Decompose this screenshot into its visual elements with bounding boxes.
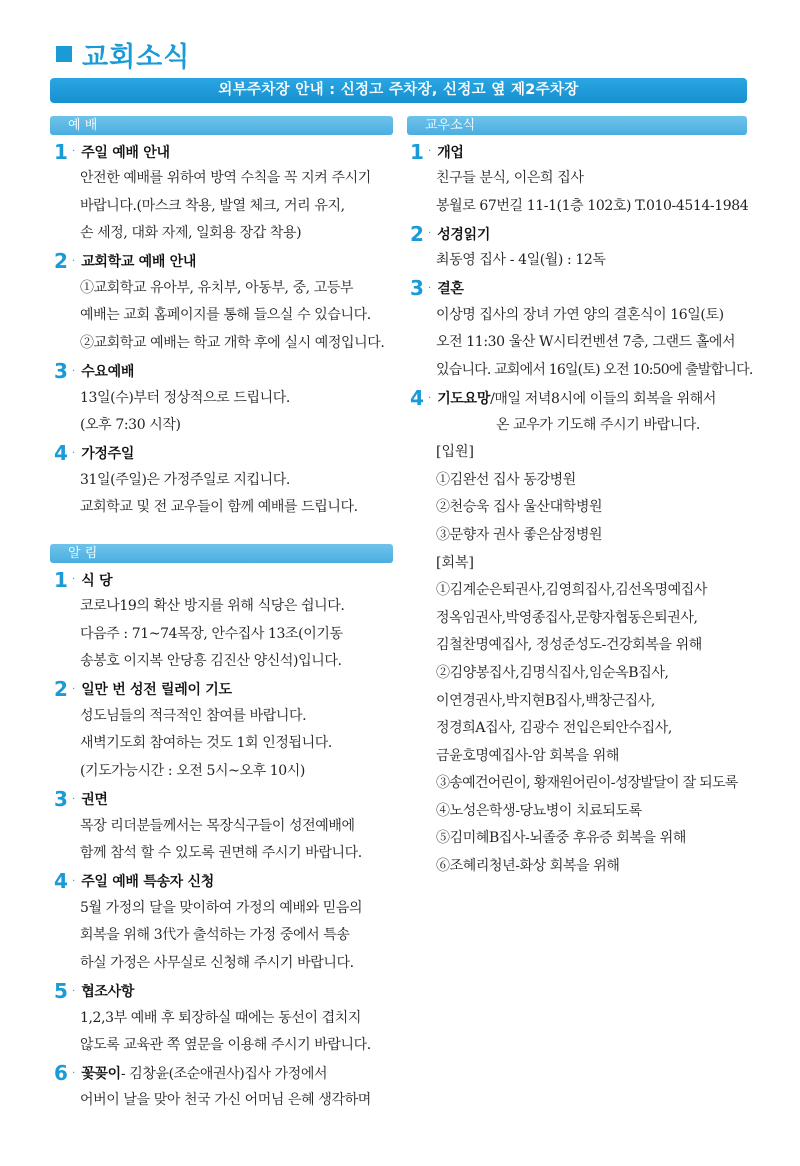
item-number: 2 [54, 677, 68, 702]
item-number: 5 [54, 979, 68, 1004]
notice-list [54, 566, 399, 1114]
group-text: ⑤김미혜B집사-뇌졸중 후유증 회복을 위해 [436, 830, 686, 847]
item-text: 예배는 교회 홈페이지를 통해 들으실 수 있습니다. [80, 307, 371, 324]
notice-item-5 [54, 978, 399, 1060]
item-text: 코로나19의 확산 방지를 위해 식당은 쉽니다. [80, 598, 345, 614]
group-text: ③송예건어린이, 황재원어린이-성장발달이 잘 되도록 [436, 775, 738, 792]
group-label-recovery: [회복] [436, 554, 474, 571]
item-title: 교회학교 예배 안내 [81, 254, 197, 271]
item-title-rest: /매일 저녁8시에 이들의 회복을 위해서 [490, 391, 716, 408]
group-text: ③문향자 권사 좋은삼정병원 [436, 526, 603, 543]
bullet-dot-icon: · [428, 392, 432, 404]
item-number: 2 [54, 249, 68, 274]
item-text: 손 세정, 대화 자제, 일회용 장갑 착용) [80, 225, 302, 242]
notice-item-3 [54, 786, 399, 868]
group-text: 금윤호명예집사-암 회복을 위해 [436, 747, 620, 764]
group-text: ⑥조혜리청년-화상 회복을 위해 [436, 858, 620, 875]
item-text: 목장 리더분들께서는 목장식구들이 성전예배에 [80, 817, 355, 834]
item-number: 6 [54, 1061, 68, 1086]
item-text: 않도록 교육관 쪽 옆문을 이용해 주시기 바랍니다. [80, 1037, 371, 1054]
item-text: 성도님들의 적극적인 참여를 바랍니다. [80, 707, 307, 724]
title-square-icon [56, 46, 72, 62]
item-title: 권면 [81, 792, 108, 809]
item-text: 안전한 예배를 위하여 방역 수칙을 꼭 지켜 주시기 [80, 170, 371, 186]
group-text: 정경희A집사, 김광수 전입은퇴안수집사, [436, 720, 672, 737]
bullet-dot-icon: · [72, 683, 76, 695]
bullet-dot-icon: · [72, 447, 76, 459]
item-text: 어버이 날을 맞아 천국 가신 어머님 은혜 생각하며 [80, 1091, 371, 1108]
item-text: 하실 가정은 사무실로 신청해 주시기 바랍니다. [80, 954, 354, 971]
group-text: ①김완선 집사 동강병원 [436, 471, 576, 488]
item-text: 바랍니다.(마스크 착용, 발열 체크, 거리 유지, [80, 197, 345, 214]
item-text: 1,2,3부 예배 후 퇴장하실 때에는 동선이 겹치지 [80, 1009, 362, 1026]
item-title: 기도요망 [437, 391, 491, 408]
item-text: 오전 11:30 울산 W시티컨벤션 7층, 그랜드 홀에서 [436, 334, 736, 351]
item-text: 봉월로 67번길 11-1(1층 102호) T.010-4514-1984 [436, 197, 749, 214]
worship-item-1 [54, 138, 399, 248]
members-item-2 [410, 220, 755, 275]
bullet-dot-icon: · [428, 282, 432, 294]
item-title: 꽃꽂이 [81, 1066, 121, 1083]
item-number: 3 [54, 787, 68, 812]
notice-item-4 [54, 868, 399, 978]
item-text: 회복을 위해 3代가 출석하는 가정 중에서 특송 [80, 927, 350, 944]
section-header-notice: 알 림 [50, 544, 393, 563]
item-text: 송봉호 이지복 안당흥 김진산 양신석)입니다. [80, 653, 342, 670]
group-text: ①김계순은퇴권사,김영희집사,김선옥명예집사 [436, 582, 708, 599]
item-text: 교회학교 및 전 교우들이 함께 예배를 드립니다. [80, 499, 358, 516]
notice-item-6 [54, 1060, 399, 1115]
item-number: 1 [410, 139, 424, 164]
page-title [56, 34, 190, 74]
item-text: 이상명 집사의 장녀 가연 양의 결혼식이 16일(토) [436, 306, 724, 323]
worship-item-3 [54, 358, 399, 440]
group-text: ②김양봉집사,김명식집사,임순옥B집사, [436, 664, 669, 681]
item-number: 2 [410, 221, 424, 246]
group-text: 김철찬명예집사, 정성준성도-건강회복을 위해 [436, 637, 702, 654]
item-number: 1 [54, 139, 68, 164]
item-title: 협조사항 [81, 984, 135, 1001]
item-number: 3 [410, 276, 424, 301]
notice-item-1 [54, 566, 399, 676]
item-number: 4 [410, 386, 424, 411]
item-title: 수요예배 [81, 364, 135, 381]
bullet-dot-icon: · [72, 365, 76, 377]
item-text: ②교회학교 예배는 학교 개학 후에 실시 예정입니다. [80, 334, 385, 351]
item-title: 가정주일 [81, 446, 135, 463]
item-text: 온 교우가 기도해 주시기 바랍니다. [496, 416, 700, 433]
item-text: 5월 가정의 달을 맞이하여 가정의 예배와 믿음의 [80, 899, 363, 916]
page-title-text: 교회소식 [82, 41, 191, 73]
bullet-dot-icon: · [72, 1067, 76, 1079]
item-title-rest: - 김창윤(조순애권사)집사 가정에서 [120, 1066, 328, 1083]
parking-banner: 외부주차장 안내 : 신정고 주차장, 신정고 옆 제2주차장 [50, 78, 747, 103]
bullet-dot-icon: · [72, 985, 76, 997]
item-number: 4 [54, 869, 68, 894]
item-text: 있습니다. 교회에서 16일(토) 오전 10:50에 출발합니다. [436, 361, 753, 378]
bullet-dot-icon: · [72, 875, 76, 887]
item-title: 주일 예배 특송자 신청 [81, 874, 214, 891]
bullet-dot-icon: · [72, 255, 76, 267]
item-text: 새벽기도회 참여하는 것도 1회 인정됩니다. [80, 735, 332, 752]
group-text: ②천승욱 집사 울산대학병원 [436, 499, 603, 516]
item-text: 친구들 분식, 이은희 집사 [436, 170, 584, 186]
group-text: 정옥임권사,박영종집사,문향자협동은퇴권사, [436, 609, 698, 626]
bullet-dot-icon: · [72, 146, 76, 157]
bullet-dot-icon: · [428, 228, 432, 240]
item-number: 1 [54, 567, 68, 592]
group-label-hospitalized: [입원] [436, 444, 474, 461]
group-text: 이연경권사,박지현B집사,백창근집사, [436, 692, 655, 709]
item-text: 함께 참석 할 수 있도록 권면해 주시기 바랍니다. [80, 845, 362, 862]
members-list [410, 138, 755, 881]
item-title: 성경읽기 [437, 226, 491, 243]
item-text: (오후 7:30 시작) [80, 417, 181, 434]
item-text: 최동영 집사 - 4일(월) : 12독 [436, 252, 606, 269]
item-number: 3 [54, 359, 68, 384]
item-title: 주일 예배 안내 [81, 144, 170, 161]
item-title: 결혼 [437, 281, 464, 298]
section-header-worship: 예 배 [50, 116, 393, 135]
section-header-members: 교우소식 [407, 116, 747, 135]
item-text: 31일(주일)은 가정주일로 지킵니다. [80, 471, 290, 488]
worship-list [54, 138, 399, 522]
worship-item-4 [54, 440, 399, 522]
bullet-dot-icon: · [428, 146, 432, 157]
bullet-dot-icon: · [72, 574, 76, 585]
item-title: 개업 [437, 144, 464, 161]
members-item-1 [410, 138, 755, 220]
item-text: ①교회학교 유아부, 유치부, 아동부, 중, 고등부 [80, 279, 354, 296]
notice-item-2 [54, 676, 399, 786]
item-title: 일만 번 성전 릴레이 기도 [81, 682, 232, 699]
item-text: 다음주 : 71~74목장, 안수집사 13조(이기동 [80, 625, 343, 642]
item-title: 식 당 [81, 572, 113, 589]
worship-item-2 [54, 248, 399, 358]
item-text: (기도가능시간 : 오전 5시~오후 10시) [80, 762, 305, 779]
members-item-4 [410, 385, 755, 881]
bullet-dot-icon: · [72, 793, 76, 805]
item-number: 4 [54, 441, 68, 466]
item-text: 13일(수)부터 정상적으로 드립니다. [80, 389, 290, 406]
group-text: ④노성은학생-당뇨병이 치료되도록 [436, 802, 642, 819]
members-item-3 [410, 275, 755, 385]
